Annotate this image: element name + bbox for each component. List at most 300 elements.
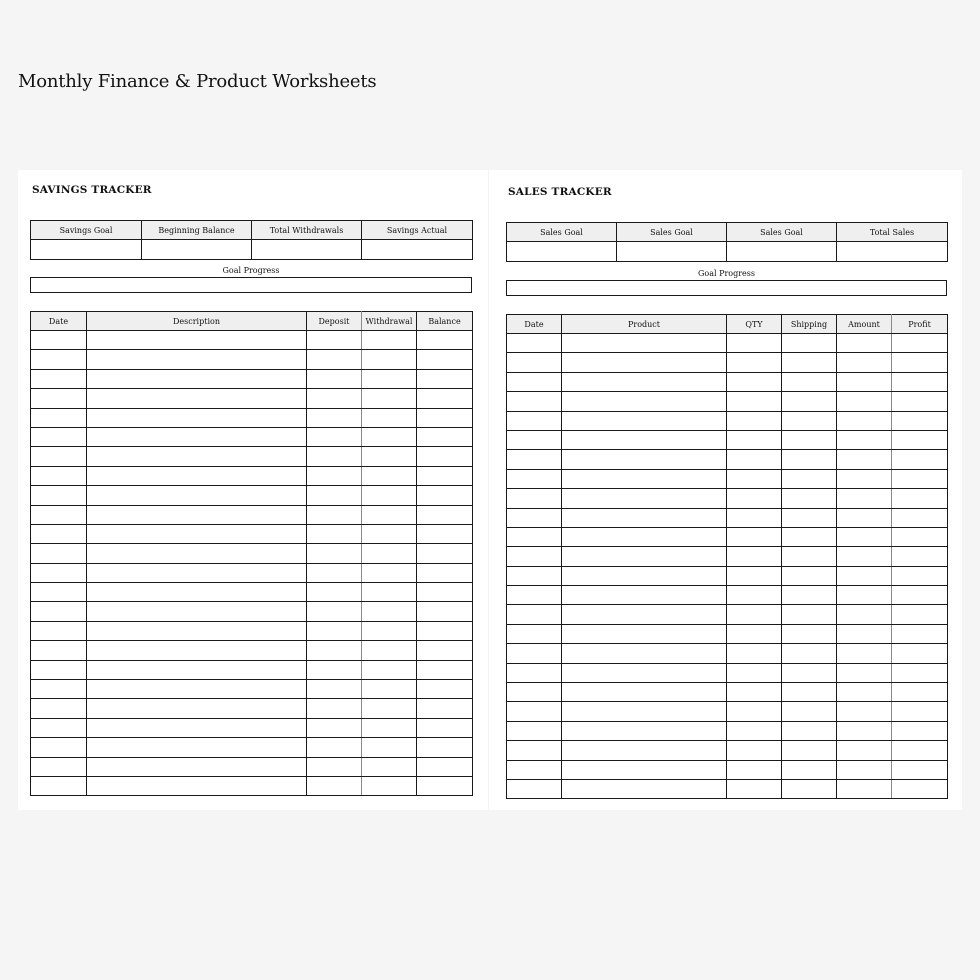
table-row <box>31 563 473 582</box>
profit-cell[interactable] <box>892 721 948 740</box>
date-cell[interactable] <box>507 353 562 372</box>
date-cell[interactable] <box>31 408 87 427</box>
balance-cell[interactable] <box>417 621 473 640</box>
balance-cell[interactable] <box>417 447 473 466</box>
amount-cell[interactable] <box>837 392 892 411</box>
date-cell[interactable] <box>507 430 562 449</box>
sales-goal-field-2[interactable] <box>617 242 727 262</box>
product-cell[interactable] <box>562 430 727 449</box>
date-cell[interactable] <box>507 702 562 721</box>
savings-goal-progress-bar[interactable] <box>30 277 472 293</box>
description-cell[interactable] <box>87 331 307 350</box>
qty-cell[interactable] <box>727 547 782 566</box>
withdrawal-cell[interactable] <box>362 660 417 679</box>
profit-cell[interactable] <box>892 586 948 605</box>
shipping-cell[interactable] <box>782 566 837 585</box>
qty-cell[interactable] <box>727 605 782 624</box>
deposit-cell[interactable] <box>307 524 362 543</box>
table-row <box>507 547 948 566</box>
qty-cell[interactable] <box>727 489 782 508</box>
qty-cell[interactable] <box>727 760 782 779</box>
amount-cell[interactable] <box>837 760 892 779</box>
withdrawal-cell[interactable] <box>362 544 417 563</box>
qty-cell[interactable] <box>727 334 782 353</box>
deposit-cell[interactable] <box>307 466 362 485</box>
withdrawal-cell[interactable] <box>362 427 417 446</box>
product-cell[interactable] <box>562 566 727 585</box>
description-cell[interactable] <box>87 447 307 466</box>
profit-cell[interactable] <box>892 624 948 643</box>
withdrawal-cell[interactable] <box>362 486 417 505</box>
product-cell[interactable] <box>562 508 727 527</box>
description-cell[interactable] <box>87 544 307 563</box>
amount-cell[interactable] <box>837 430 892 449</box>
profit-cell[interactable] <box>892 663 948 682</box>
balance-cell[interactable] <box>417 350 473 369</box>
qty-cell[interactable] <box>727 469 782 488</box>
date-cell[interactable] <box>31 369 87 388</box>
balance-cell[interactable] <box>417 757 473 776</box>
profit-cell[interactable] <box>892 489 948 508</box>
shipping-cell[interactable] <box>782 663 837 682</box>
description-cell[interactable] <box>87 680 307 699</box>
sales-goal-progress-label: Goal Progress <box>698 269 755 278</box>
table-row <box>31 408 473 427</box>
date-cell[interactable] <box>31 776 87 795</box>
balance-cell[interactable] <box>417 466 473 485</box>
date-cell[interactable] <box>507 489 562 508</box>
withdrawal-cell[interactable] <box>362 524 417 543</box>
date-cell[interactable] <box>31 331 87 350</box>
shipping-cell[interactable] <box>782 527 837 546</box>
deposit-cell[interactable] <box>307 563 362 582</box>
deposit-cell[interactable] <box>307 699 362 718</box>
product-cell[interactable] <box>562 683 727 702</box>
qty-cell[interactable] <box>727 663 782 682</box>
date-cell[interactable] <box>507 605 562 624</box>
description-cell[interactable] <box>87 350 307 369</box>
product-cell[interactable] <box>562 644 727 663</box>
shipping-cell[interactable] <box>782 760 837 779</box>
withdrawal-cell[interactable] <box>362 389 417 408</box>
profit-cell[interactable] <box>892 760 948 779</box>
profit-cell[interactable] <box>892 702 948 721</box>
withdrawal-cell[interactable] <box>362 602 417 621</box>
deposit-cell[interactable] <box>307 447 362 466</box>
balance-cell[interactable] <box>417 641 473 660</box>
table-row <box>507 411 948 430</box>
product-cell[interactable] <box>562 469 727 488</box>
date-cell[interactable] <box>507 411 562 430</box>
qty-cell[interactable] <box>727 779 782 798</box>
product-cell[interactable] <box>562 586 727 605</box>
balance-cell[interactable] <box>417 408 473 427</box>
date-cell[interactable] <box>507 741 562 760</box>
description-cell[interactable] <box>87 563 307 582</box>
shipping-cell[interactable] <box>782 624 837 643</box>
description-cell[interactable] <box>87 776 307 795</box>
withdrawal-cell[interactable] <box>362 757 417 776</box>
date-cell[interactable] <box>507 779 562 798</box>
amount-cell[interactable] <box>837 683 892 702</box>
amount-cell[interactable] <box>837 489 892 508</box>
deposit-cell[interactable] <box>307 660 362 679</box>
date-cell[interactable] <box>31 563 87 582</box>
description-cell[interactable] <box>87 486 307 505</box>
balance-cell[interactable] <box>417 427 473 446</box>
description-cell[interactable] <box>87 660 307 679</box>
shipping-cell[interactable] <box>782 586 837 605</box>
date-cell[interactable] <box>31 602 87 621</box>
withdrawal-cell[interactable] <box>362 738 417 757</box>
balance-cell[interactable] <box>417 369 473 388</box>
profit-cell[interactable] <box>892 547 948 566</box>
description-cell[interactable] <box>87 524 307 543</box>
profit-cell[interactable] <box>892 779 948 798</box>
product-cell[interactable] <box>562 547 727 566</box>
date-cell[interactable] <box>31 447 87 466</box>
withdrawal-cell[interactable] <box>362 621 417 640</box>
description-cell[interactable] <box>87 583 307 602</box>
shipping-cell[interactable] <box>782 372 837 391</box>
amount-cell[interactable] <box>837 527 892 546</box>
withdrawal-cell[interactable] <box>362 350 417 369</box>
withdrawal-cell[interactable] <box>362 408 417 427</box>
withdrawal-cell[interactable] <box>362 447 417 466</box>
savings-log-table <box>30 311 473 796</box>
deposit-cell[interactable] <box>307 544 362 563</box>
date-cell[interactable] <box>31 524 87 543</box>
qty-cell[interactable] <box>727 430 782 449</box>
date-cell[interactable] <box>31 466 87 485</box>
deposit-cell[interactable] <box>307 389 362 408</box>
page-divider <box>488 170 489 810</box>
shipping-cell[interactable] <box>782 450 837 469</box>
deposit-cell[interactable] <box>307 486 362 505</box>
description-cell[interactable] <box>87 738 307 757</box>
date-cell[interactable] <box>31 738 87 757</box>
profit-cell[interactable] <box>892 450 948 469</box>
amount-cell[interactable] <box>837 566 892 585</box>
shipping-cell[interactable] <box>782 779 837 798</box>
balance-cell[interactable] <box>417 738 473 757</box>
shipping-cell[interactable] <box>782 469 837 488</box>
date-cell[interactable] <box>507 683 562 702</box>
amount-cell[interactable] <box>837 586 892 605</box>
balance-cell[interactable] <box>417 563 473 582</box>
table-row <box>507 702 948 721</box>
table-row <box>31 466 473 485</box>
amount-cell[interactable] <box>837 702 892 721</box>
amount-cell[interactable] <box>837 353 892 372</box>
product-cell[interactable] <box>562 760 727 779</box>
deposit-cell[interactable] <box>307 369 362 388</box>
deposit-cell[interactable] <box>307 427 362 446</box>
qty-cell[interactable] <box>727 644 782 663</box>
savings-actual-field[interactable] <box>362 240 473 260</box>
qty-cell[interactable] <box>727 586 782 605</box>
balance-cell[interactable] <box>417 602 473 621</box>
balance-cell[interactable] <box>417 331 473 350</box>
description-cell[interactable] <box>87 466 307 485</box>
qty-cell[interactable] <box>727 702 782 721</box>
profit-cell[interactable] <box>892 605 948 624</box>
profit-cell[interactable] <box>892 392 948 411</box>
date-cell[interactable] <box>507 760 562 779</box>
product-cell[interactable] <box>562 392 727 411</box>
amount-cell[interactable] <box>837 450 892 469</box>
product-cell[interactable] <box>562 741 727 760</box>
date-cell[interactable] <box>31 427 87 446</box>
withdrawal-cell[interactable] <box>362 466 417 485</box>
date-cell[interactable] <box>507 566 562 585</box>
amount-cell[interactable] <box>837 411 892 430</box>
description-cell[interactable] <box>87 505 307 524</box>
profit-cell[interactable] <box>892 683 948 702</box>
profit-cell[interactable] <box>892 644 948 663</box>
balance-cell[interactable] <box>417 680 473 699</box>
withdrawal-cell[interactable] <box>362 583 417 602</box>
profit-cell[interactable] <box>892 469 948 488</box>
description-cell[interactable] <box>87 369 307 388</box>
profit-cell[interactable] <box>892 372 948 391</box>
shipping-cell[interactable] <box>782 644 837 663</box>
qty-column-header: QTY <box>727 315 782 334</box>
date-cell[interactable] <box>507 392 562 411</box>
withdrawal-cell[interactable] <box>362 505 417 524</box>
profit-cell[interactable] <box>892 430 948 449</box>
deposit-cell[interactable] <box>307 718 362 737</box>
date-cell[interactable] <box>507 663 562 682</box>
amount-cell[interactable] <box>837 779 892 798</box>
total-sales-header: Total Sales <box>837 223 948 242</box>
beginning-balance-field[interactable] <box>142 240 252 260</box>
balance-cell[interactable] <box>417 660 473 679</box>
deposit-cell[interactable] <box>307 621 362 640</box>
date-cell[interactable] <box>31 621 87 640</box>
product-cell[interactable] <box>562 702 727 721</box>
withdrawal-cell[interactable] <box>362 680 417 699</box>
balance-cell[interactable] <box>417 505 473 524</box>
product-cell[interactable] <box>562 334 727 353</box>
profit-cell[interactable] <box>892 566 948 585</box>
total-withdrawals-field[interactable] <box>252 240 362 260</box>
profit-cell[interactable] <box>892 411 948 430</box>
date-cell[interactable] <box>507 586 562 605</box>
shipping-cell[interactable] <box>782 702 837 721</box>
deposit-cell[interactable] <box>307 757 362 776</box>
description-cell[interactable] <box>87 641 307 660</box>
shipping-cell[interactable] <box>782 605 837 624</box>
withdrawal-column-header: Withdrawal <box>362 312 417 331</box>
deposit-cell[interactable] <box>307 408 362 427</box>
sales-goal-progress-bar[interactable] <box>506 280 947 296</box>
table-row <box>507 430 948 449</box>
balance-cell[interactable] <box>417 486 473 505</box>
table-row <box>507 779 948 798</box>
date-cell[interactable] <box>31 486 87 505</box>
amount-cell[interactable] <box>837 605 892 624</box>
date-cell[interactable] <box>507 644 562 663</box>
product-cell[interactable] <box>562 779 727 798</box>
description-cell[interactable] <box>87 718 307 737</box>
savings-summary-value-row <box>31 240 473 260</box>
amount-cell[interactable] <box>837 508 892 527</box>
description-cell[interactable] <box>87 621 307 640</box>
product-cell[interactable] <box>562 411 727 430</box>
date-cell[interactable] <box>507 450 562 469</box>
date-cell[interactable] <box>31 389 87 408</box>
product-cell[interactable] <box>562 353 727 372</box>
date-cell[interactable] <box>31 544 87 563</box>
withdrawal-cell[interactable] <box>362 776 417 795</box>
shipping-cell[interactable] <box>782 411 837 430</box>
withdrawal-cell[interactable] <box>362 563 417 582</box>
product-cell[interactable] <box>562 721 727 740</box>
date-cell[interactable] <box>31 757 87 776</box>
savings-goal-progress-label: Goal Progress <box>222 266 280 275</box>
date-cell[interactable] <box>507 624 562 643</box>
shipping-cell[interactable] <box>782 392 837 411</box>
date-cell[interactable] <box>507 372 562 391</box>
qty-cell[interactable] <box>727 372 782 391</box>
deposit-cell[interactable] <box>307 505 362 524</box>
deposit-cell[interactable] <box>307 350 362 369</box>
date-cell[interactable] <box>31 350 87 369</box>
shipping-cell[interactable] <box>782 547 837 566</box>
date-cell[interactable] <box>31 699 87 718</box>
amount-cell[interactable] <box>837 547 892 566</box>
product-cell[interactable] <box>562 372 727 391</box>
shipping-cell[interactable] <box>782 508 837 527</box>
withdrawal-cell[interactable] <box>362 718 417 737</box>
deposit-cell[interactable] <box>307 583 362 602</box>
deposit-cell[interactable] <box>307 680 362 699</box>
total-sales-field[interactable] <box>837 242 948 262</box>
qty-cell[interactable] <box>727 741 782 760</box>
date-cell[interactable] <box>507 721 562 740</box>
amount-cell[interactable] <box>837 644 892 663</box>
shipping-cell[interactable] <box>782 489 837 508</box>
date-cell[interactable] <box>31 641 87 660</box>
description-cell[interactable] <box>87 389 307 408</box>
date-cell[interactable] <box>507 508 562 527</box>
profit-cell[interactable] <box>892 527 948 546</box>
date-cell[interactable] <box>31 583 87 602</box>
profit-cell[interactable] <box>892 353 948 372</box>
deposit-cell[interactable] <box>307 776 362 795</box>
shipping-cell[interactable] <box>782 683 837 702</box>
table-row <box>507 527 948 546</box>
amount-cell[interactable] <box>837 334 892 353</box>
qty-cell[interactable] <box>727 527 782 546</box>
withdrawal-cell[interactable] <box>362 369 417 388</box>
savings-tracker-title: SAVINGS TRACKER <box>32 184 152 196</box>
product-cell[interactable] <box>562 489 727 508</box>
profit-cell[interactable] <box>892 741 948 760</box>
table-row <box>507 721 948 740</box>
amount-cell[interactable] <box>837 624 892 643</box>
product-cell[interactable] <box>562 527 727 546</box>
product-cell[interactable] <box>562 605 727 624</box>
qty-cell[interactable] <box>727 721 782 740</box>
description-cell[interactable] <box>87 408 307 427</box>
shipping-cell[interactable] <box>782 430 837 449</box>
savings-goal-field[interactable] <box>31 240 142 260</box>
product-cell[interactable] <box>562 450 727 469</box>
shipping-cell[interactable] <box>782 721 837 740</box>
product-cell[interactable] <box>562 624 727 643</box>
date-cell[interactable] <box>507 547 562 566</box>
deposit-cell[interactable] <box>307 331 362 350</box>
deposit-cell[interactable] <box>307 602 362 621</box>
sales-goal-field-3[interactable] <box>727 242 837 262</box>
description-cell[interactable] <box>87 427 307 446</box>
date-cell[interactable] <box>507 469 562 488</box>
balance-cell[interactable] <box>417 699 473 718</box>
amount-cell[interactable] <box>837 372 892 391</box>
date-cell[interactable] <box>507 334 562 353</box>
qty-cell[interactable] <box>727 624 782 643</box>
withdrawal-cell[interactable] <box>362 331 417 350</box>
deposit-cell[interactable] <box>307 738 362 757</box>
table-row <box>31 369 473 388</box>
shipping-cell[interactable] <box>782 353 837 372</box>
date-cell[interactable] <box>31 718 87 737</box>
total-withdrawals-header: Total Withdrawals <box>252 221 362 240</box>
page-title: Monthly Finance & Product Worksheets <box>18 71 377 92</box>
balance-cell[interactable] <box>417 544 473 563</box>
balance-cell[interactable] <box>417 389 473 408</box>
qty-cell[interactable] <box>727 411 782 430</box>
balance-cell[interactable] <box>417 776 473 795</box>
description-cell[interactable] <box>87 757 307 776</box>
amount-cell[interactable] <box>837 663 892 682</box>
qty-cell[interactable] <box>727 566 782 585</box>
date-cell[interactable] <box>31 505 87 524</box>
balance-cell[interactable] <box>417 718 473 737</box>
withdrawal-cell[interactable] <box>362 641 417 660</box>
amount-cell[interactable] <box>837 721 892 740</box>
date-cell[interactable] <box>31 660 87 679</box>
description-cell[interactable] <box>87 699 307 718</box>
table-row <box>31 486 473 505</box>
profit-cell[interactable] <box>892 334 948 353</box>
savings-log-header-row <box>31 312 473 331</box>
deposit-cell[interactable] <box>307 641 362 660</box>
table-row <box>31 524 473 543</box>
qty-cell[interactable] <box>727 392 782 411</box>
date-cell[interactable] <box>507 527 562 546</box>
qty-cell[interactable] <box>727 508 782 527</box>
product-cell[interactable] <box>562 663 727 682</box>
qty-cell[interactable] <box>727 353 782 372</box>
shipping-cell[interactable] <box>782 741 837 760</box>
withdrawal-cell[interactable] <box>362 699 417 718</box>
profit-cell[interactable] <box>892 508 948 527</box>
sales-goal-field-1[interactable] <box>507 242 617 262</box>
balance-cell[interactable] <box>417 524 473 543</box>
qty-cell[interactable] <box>727 683 782 702</box>
description-cell[interactable] <box>87 602 307 621</box>
amount-cell[interactable] <box>837 469 892 488</box>
balance-cell[interactable] <box>417 583 473 602</box>
amount-cell[interactable] <box>837 741 892 760</box>
qty-cell[interactable] <box>727 450 782 469</box>
shipping-cell[interactable] <box>782 334 837 353</box>
date-cell[interactable] <box>31 680 87 699</box>
sales-goal-header-1: Sales Goal <box>507 223 617 242</box>
